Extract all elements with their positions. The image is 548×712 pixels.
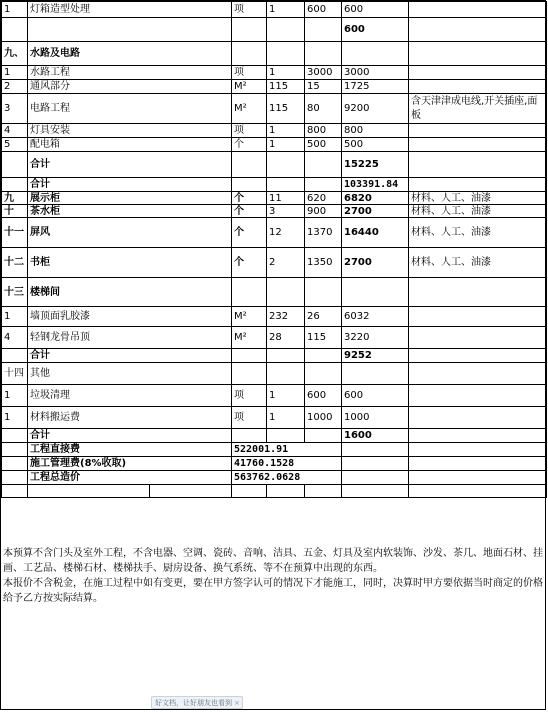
item-unit: 个 [232, 205, 267, 218]
item-price: 15 [305, 80, 342, 94]
item-unit: 个 [232, 192, 267, 205]
item-number: 1 [2, 385, 28, 407]
subtotal-label: 合计 [28, 178, 232, 192]
table-row [2, 248, 547, 278]
section-number: 九 [2, 192, 28, 205]
item-note [409, 2, 547, 18]
table-row [2, 385, 547, 407]
item-qty: 232 [267, 307, 305, 327]
item-number: 4 [2, 124, 28, 138]
item-number: 1 [2, 66, 28, 80]
subtotal-label: 合计 [28, 152, 232, 178]
table-row [2, 66, 547, 80]
item-number: 5 [2, 138, 28, 152]
item-unit: 项 [232, 385, 267, 407]
table-row [2, 485, 547, 498]
summary-label: 工程总造价 [28, 471, 232, 485]
item-note [409, 385, 547, 407]
table-row [2, 205, 547, 218]
item-name: 屏风 [28, 218, 232, 248]
subtotal-row [2, 429, 547, 443]
item-price: 80 [305, 94, 342, 124]
remark-tax: 本报价不含税金，在施工过程中如有变更，要在甲方签字认可的情况下才能施工，同时，决算时甲方要依据当时商定的价格给予乙方按实际结算。 [3, 578, 543, 604]
item-qty: 115 [267, 94, 305, 124]
item-number: 1 [2, 307, 28, 327]
item-unit: 项 [232, 124, 267, 138]
item-unit: 个 [232, 218, 267, 248]
item-unit: 项 [232, 407, 267, 429]
subtotal-value: 9252 [342, 349, 409, 363]
item-qty: 3 [267, 205, 305, 218]
item-price: 900 [305, 205, 342, 218]
item-price: 600 [305, 2, 342, 18]
section-number: 十三 [2, 278, 28, 307]
item-name: 书柜 [28, 248, 232, 278]
close-icon[interactable]: × [234, 699, 240, 707]
remarks [3, 546, 543, 606]
item-qty: 12 [267, 218, 305, 248]
item-qty: 28 [267, 327, 305, 349]
item-number: 2 [2, 80, 28, 94]
item-price: 115 [305, 327, 342, 349]
table-row [2, 124, 547, 138]
section-row [2, 42, 547, 66]
item-qty: 115 [267, 80, 305, 94]
subtotal-label: 合计 [28, 349, 232, 363]
section-title: 楼梯间 [28, 278, 232, 307]
item-total: 600 [342, 2, 409, 18]
item-total: 2700 [342, 248, 409, 278]
summary-label: 施工管理费(8%收取) [28, 457, 232, 471]
summary-row [2, 457, 547, 471]
item-note: 含天津津成电线,开关插座,面板 [409, 94, 547, 124]
subtotal-label: 合计 [28, 429, 232, 443]
summary-value: 522001.91 [232, 443, 342, 457]
item-number: 4 [2, 327, 28, 349]
item-number: 3 [2, 94, 28, 124]
item-total: 3000 [342, 66, 409, 80]
table-row [2, 80, 547, 94]
table-row [2, 94, 547, 124]
table-row [2, 2, 547, 18]
summary-row [2, 443, 547, 457]
item-note [409, 327, 547, 349]
item-note [409, 138, 547, 152]
item-price: 500 [305, 138, 342, 152]
item-price: 800 [305, 124, 342, 138]
item-note [409, 80, 547, 94]
table-row [2, 307, 547, 327]
item-name: 材料搬运费 [28, 407, 232, 429]
item-number: 1 [2, 2, 28, 18]
item-total: 1000 [342, 407, 409, 429]
summary-label: 工程直接费 [28, 443, 232, 457]
item-qty: 1 [267, 124, 305, 138]
item-qty: 1 [267, 66, 305, 80]
item-price: 26 [305, 307, 342, 327]
item-note [409, 407, 547, 429]
item-name: 灯箱造型处理 [28, 2, 232, 18]
section-title: 水路及电路 [28, 42, 232, 66]
item-qty: 1 [267, 407, 305, 429]
item-price: 620 [305, 192, 342, 205]
item-total: 9200 [342, 94, 409, 124]
table-row [2, 192, 547, 205]
section-number: 十一 [2, 218, 28, 248]
item-price: 1370 [305, 218, 342, 248]
item-qty: 2 [267, 248, 305, 278]
item-note [409, 66, 547, 80]
item-number: 1 [2, 407, 28, 429]
subtotal-row [2, 349, 547, 363]
item-name: 通风部分 [28, 80, 232, 94]
item-name: 轻钢龙骨吊顶 [28, 327, 232, 349]
item-qty: 1 [267, 385, 305, 407]
subtotal-value: 103391.84 [342, 178, 409, 192]
item-note: 材料、人工、油漆 [409, 205, 547, 218]
item-note: 材料、人工、油漆 [409, 192, 547, 205]
item-total: 600 [342, 385, 409, 407]
item-total: 6032 [342, 307, 409, 327]
item-name: 茶水柜 [28, 205, 232, 218]
item-qty: 1 [267, 2, 305, 18]
item-price: 1350 [305, 248, 342, 278]
item-qty: 11 [267, 192, 305, 205]
item-unit: 个 [232, 138, 267, 152]
item-unit: M² [232, 307, 267, 327]
summary-value: 41760.1528 [232, 457, 342, 471]
section-row [2, 278, 547, 307]
item-name: 灯具安装 [28, 124, 232, 138]
item-unit: M² [232, 80, 267, 94]
item-total: 1725 [342, 80, 409, 94]
item-total: 16440 [342, 218, 409, 248]
item-unit: 项 [232, 66, 267, 80]
section-number: 九、 [2, 42, 28, 66]
item-price: 600 [305, 385, 342, 407]
item-total: 2700 [342, 205, 409, 218]
section-total: 600 [342, 18, 409, 42]
item-price: 3000 [305, 66, 342, 80]
item-name: 配电箱 [28, 138, 232, 152]
section-number: 十二 [2, 248, 28, 278]
table-row [2, 138, 547, 152]
item-name: 电路工程 [28, 94, 232, 124]
item-unit: 项 [232, 2, 267, 18]
item-note: 材料、人工、油漆 [409, 248, 547, 278]
item-name: 垃圾清理 [28, 385, 232, 407]
subtotal-value: 1600 [342, 429, 409, 443]
subtotal-row [2, 152, 547, 178]
table-row [2, 407, 547, 429]
share-bar[interactable] [151, 696, 243, 709]
subtotal-value: 15225 [342, 152, 409, 178]
share-text[interactable]: 好文档，让好朋友也看到 [155, 699, 232, 707]
item-price: 1000 [305, 407, 342, 429]
remark-exclusions: 本预算不含门头及室外工程，不含电器、空调、瓷砖、音响、洁具、五金、灯具及室内软装饰、沙发、茶几、地面石材、挂画、工艺品、楼梯石材、楼梯扶手、厨房设备、换气系统、等不在预算中出现的东西。 [3, 548, 543, 574]
item-qty: 1 [267, 138, 305, 152]
section-number: 十 [2, 205, 28, 218]
subtotal-row [2, 178, 547, 192]
item-name: 展示柜 [28, 192, 232, 205]
section-title: 其他 [28, 363, 232, 385]
item-unit: 个 [232, 248, 267, 278]
summary-value: 563762.0628 [232, 471, 342, 485]
summary-row [2, 471, 547, 485]
quotation-table [1, 1, 547, 498]
item-note: 材料、人工、油漆 [409, 218, 547, 248]
item-note [409, 124, 547, 138]
item-total: 800 [342, 124, 409, 138]
item-total: 500 [342, 138, 409, 152]
item-name: 水路工程 [28, 66, 232, 80]
item-total: 3220 [342, 327, 409, 349]
table-row [2, 327, 547, 349]
table-row [2, 18, 547, 42]
item-total: 6820 [342, 192, 409, 205]
item-unit: M² [232, 327, 267, 349]
section-row [2, 363, 547, 385]
table-row [2, 218, 547, 248]
item-name: 墙顶面乳胶漆 [28, 307, 232, 327]
section-number: 十四 [2, 363, 28, 385]
item-note [409, 307, 547, 327]
item-unit: M² [232, 94, 267, 124]
